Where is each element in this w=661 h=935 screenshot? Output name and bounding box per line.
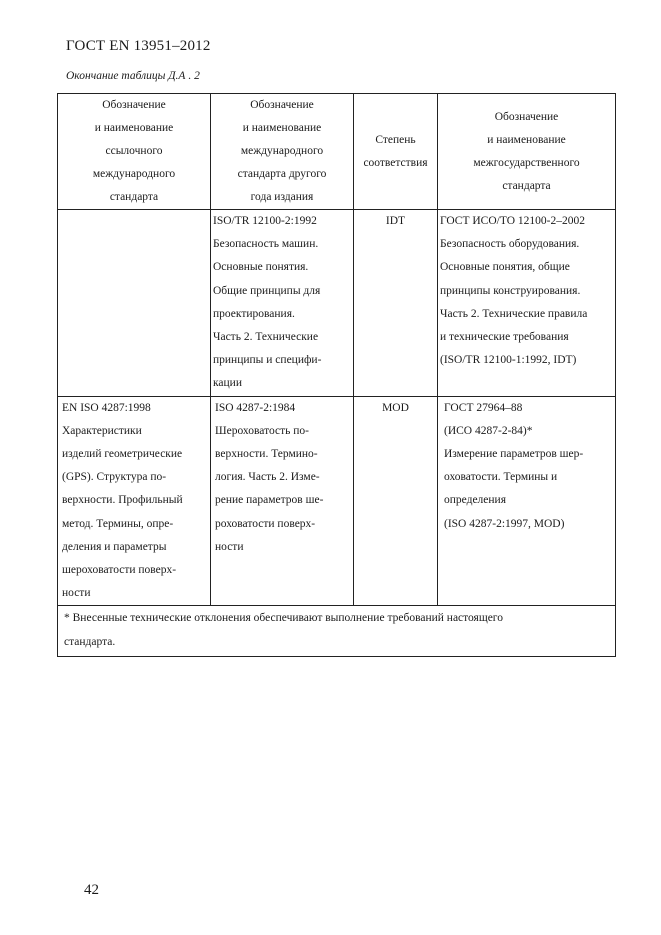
table-caption: Окончание таблицы Д.А . 2 (66, 70, 200, 82)
degree-value: MOD (382, 401, 409, 414)
text-line: ГОСТ ИСО/ТО 12100-2–2002 (440, 215, 585, 227)
text-line: рение параметров ше- (215, 494, 324, 507)
text-line: ISO/TR 12100-2:1992 (213, 215, 317, 227)
text-line: и наименование (487, 133, 566, 146)
text-line: Часть 2. Технические правила (440, 307, 588, 320)
text-line: межгосударственного (473, 156, 580, 169)
text-line: Основные понятия. (213, 261, 309, 274)
international-standard-cell (211, 210, 354, 397)
text-line: кации (213, 377, 242, 390)
text-line: Обозначение (494, 110, 559, 123)
text-line: ссылочного (105, 145, 163, 157)
text-line: принципы и специфи- (213, 354, 322, 367)
table-header-row (58, 94, 616, 210)
text-line: * Внесенные технические отклонения обеспечивают выполнение требований настоящего (64, 612, 503, 625)
text-line: соответствия (363, 156, 428, 169)
text-line: ности (62, 587, 91, 600)
text-line: (ISO 4287-2:1997, MOD) (444, 517, 565, 530)
interstate-standard-cell (438, 210, 616, 397)
reference-standard-cell (58, 210, 211, 397)
text-line: стандарта (502, 179, 551, 192)
text-line: Безопасность машин. (213, 238, 319, 251)
column-header-degree-of-correspondence (354, 94, 438, 210)
column-header-international-standard (211, 94, 354, 210)
standards-table-wrapper (57, 93, 615, 657)
text-line: (ИСО 4287-2-84)* (444, 424, 533, 437)
text-line: Шероховатость по- (215, 424, 309, 437)
text-line: и технические требования (440, 331, 569, 344)
interstate-standard-cell (438, 396, 616, 606)
text-line: принципы конструирования. (440, 284, 581, 297)
text-line: определения (444, 494, 507, 507)
text-line: ГОСТ 27964–88 (444, 401, 523, 414)
text-line: оховатости. Термины и (444, 471, 558, 484)
column-header-reference-standard (58, 94, 211, 210)
text-line: Основные понятия, общие (440, 261, 570, 274)
text-line: Степень (375, 133, 416, 146)
text-line: ности (215, 540, 244, 553)
text-line: Измерение параметров шер- (444, 448, 584, 461)
reference-standard-cell (58, 396, 211, 606)
text-line: (GPS). Структура по- (62, 471, 167, 484)
text-line: роховатости поверх- (215, 517, 316, 530)
page-number: 42 (84, 882, 99, 898)
text-line: изделий геометрические (62, 448, 183, 461)
text-line: верхности. Термино- (215, 448, 318, 461)
text-line: верхности. Профильный (62, 494, 183, 507)
footnote-row (58, 606, 616, 657)
text-line: Безопасность оборудования. (440, 238, 580, 251)
text-line: деления и параметры (62, 540, 167, 553)
degree-cell (354, 210, 438, 397)
table-row (58, 396, 616, 606)
text-line: стандарта (109, 191, 159, 203)
footnote-text (58, 606, 615, 656)
text-line: стандарта. (64, 636, 116, 649)
text-line: проектирования. (213, 307, 295, 320)
text-line: (ISO/TR 12100-1:1992, IDT) (440, 354, 577, 367)
degree-cell (354, 396, 438, 606)
text-line: шероховатости поверх- (62, 564, 177, 577)
document-code: ГОСТ EN 13951–2012 (66, 38, 211, 54)
table-row (58, 210, 616, 397)
text-line: международного (240, 145, 324, 157)
standards-correspondence-table (57, 93, 616, 657)
text-line: Обозначение (250, 99, 314, 111)
text-line: метод. Термины, опре- (62, 517, 174, 530)
text-line: и наименование (94, 122, 174, 134)
degree-value: IDT (385, 215, 406, 227)
footnote-cell (58, 606, 616, 657)
international-standard-cell (211, 396, 354, 606)
text-line: года издания (250, 191, 314, 203)
text-line: EN ISO 4287:1998 (62, 401, 151, 414)
text-line: стандарта другого (237, 168, 327, 180)
text-line: Часть 2. Технические (213, 331, 319, 344)
text-line: международного (92, 168, 176, 180)
text-line: ISO 4287-2:1984 (215, 401, 296, 414)
text-line: и наименование (242, 122, 322, 134)
text-line: Характеристики (62, 424, 142, 437)
text-line: Обозначение (102, 99, 166, 111)
text-line: логия. Часть 2. Изме- (215, 471, 320, 484)
text-line: Общие принципы для (213, 284, 321, 297)
column-header-interstate-standard (438, 94, 616, 210)
